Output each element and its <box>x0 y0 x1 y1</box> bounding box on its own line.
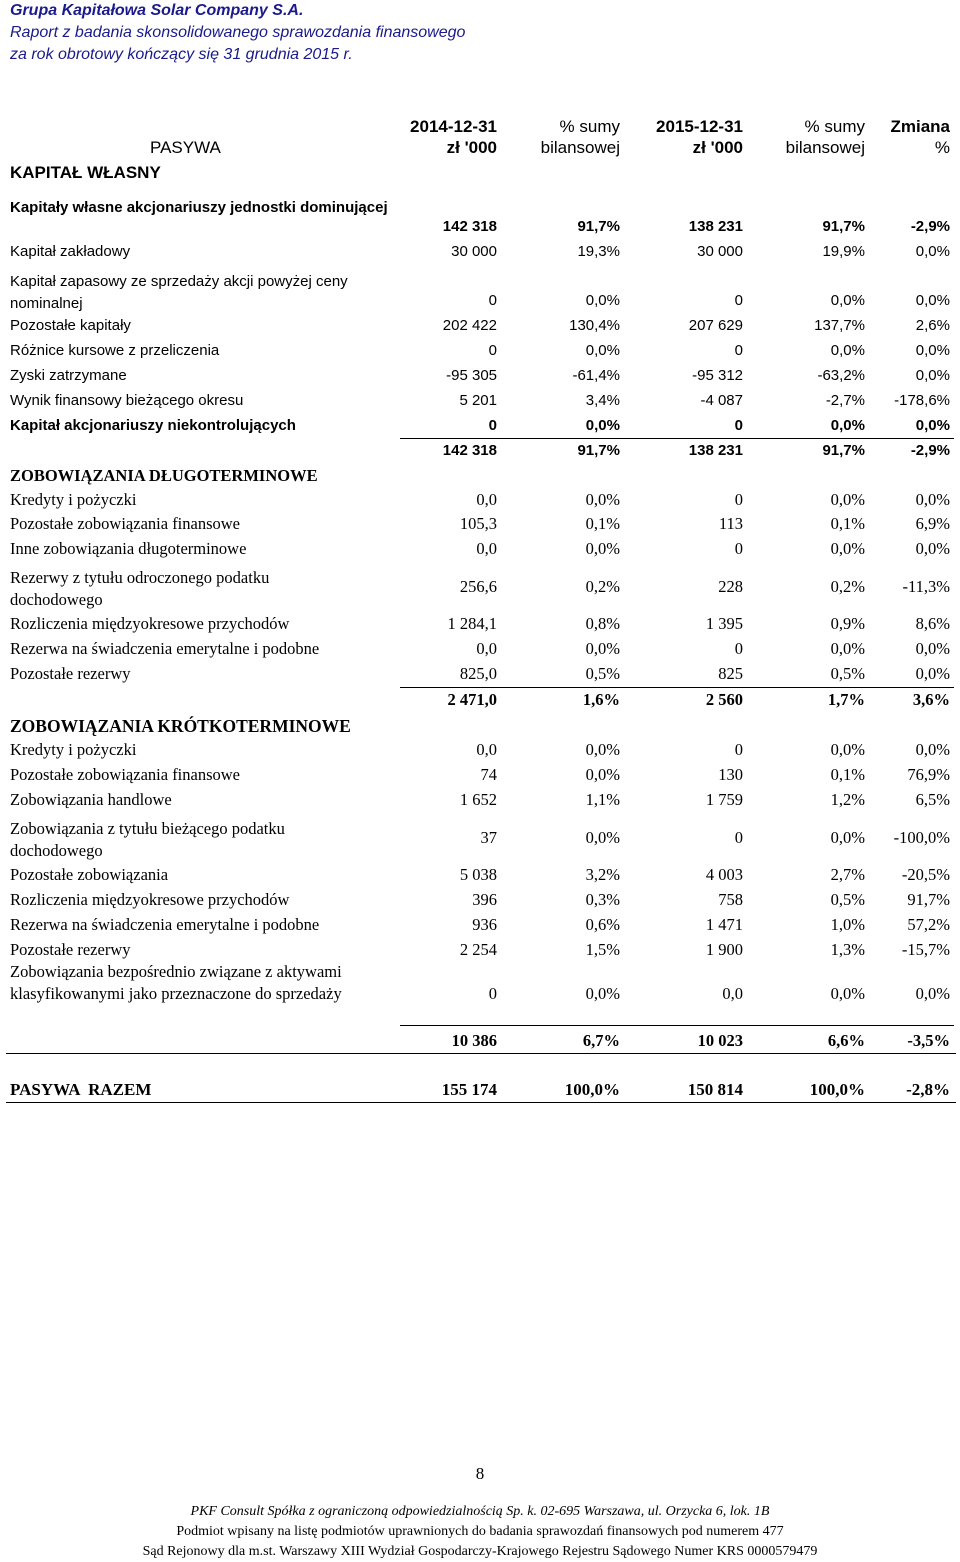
change-pct: -3,5% <box>907 1031 950 1050</box>
share-2015: 0,0% <box>830 342 865 359</box>
row-label: Rozliczenia międzyokresowe przychodów <box>10 614 290 633</box>
change-pct: 0,0% <box>915 639 950 658</box>
share-2014: 0,8% <box>585 614 620 633</box>
report-title: Raport z badania skonsolidowanego sprawozdania finansowego <box>10 24 466 41</box>
share-2015: -2,7% <box>825 392 865 409</box>
share-2015: 6,6% <box>827 1031 865 1050</box>
share-2015: 1,3% <box>830 940 865 959</box>
row-label: Kapitał zakładowy <box>10 243 131 260</box>
value-2014: 936 <box>472 915 497 934</box>
share-2014: 3,4% <box>585 392 620 409</box>
pasywa-heading: PASYWA <box>150 138 221 157</box>
value-2014: 1 652 <box>459 790 497 809</box>
row-label: Pozostałe zobowiązania finansowe <box>10 765 241 784</box>
change-pct: -15,7% <box>901 940 950 959</box>
value-2015: 1 471 <box>705 915 743 934</box>
value-2014: 74 <box>480 765 497 784</box>
share-2015: 0,9% <box>830 614 865 633</box>
value-2015: 0 <box>734 639 743 658</box>
share-2015: 0,0% <box>830 292 865 309</box>
value-2015: 1 759 <box>705 790 743 809</box>
row-label: Pozostałe rezerwy <box>10 940 131 959</box>
col4-header-line1: % sumy <box>804 117 865 136</box>
share-2015: 0,0% <box>830 984 865 1003</box>
footer-court: Sąd Rejonowy dla m.st. Warszawy XIII Wydział Gospodarczy-Krajowego Rejestru Sądowego Numer KRS 0000579479 <box>142 1544 818 1559</box>
share-2015: 0,0% <box>830 639 865 658</box>
row-label: Rezerwa na świadczenia emerytalne i podobne <box>10 639 320 658</box>
share-2015: 0,0% <box>830 490 865 509</box>
value-2015: 0 <box>734 539 743 558</box>
row-label: Różnice kursowe z przeliczenia <box>10 342 220 359</box>
col2-header-line2: bilansowej <box>540 138 620 157</box>
share-2015: 91,7% <box>822 218 865 235</box>
value-2014: 0,0 <box>476 639 497 658</box>
change-pct: -178,6% <box>894 392 950 409</box>
value-2014: 5 038 <box>459 865 497 884</box>
share-2015: 1,0% <box>830 915 865 934</box>
total-rule <box>6 1102 956 1103</box>
value-2014: 396 <box>472 890 497 909</box>
row-label: Kapitał zapasowy ze sprzedaży akcji powyżej ceny nominalnej <box>10 273 348 312</box>
value-2015: 10 023 <box>697 1031 743 1050</box>
value-2014: 202 422 <box>442 317 497 334</box>
row-label: Rezerwa na świadczenia emerytalne i podobne <box>10 915 320 934</box>
share-2015: 0,0% <box>830 740 865 759</box>
value-2014: 105,3 <box>459 514 497 533</box>
change-pct: 0,0% <box>915 984 950 1003</box>
col5-header-line2: % <box>934 138 950 157</box>
value-2015: 1 395 <box>705 614 743 633</box>
share-2015: 0,0% <box>830 417 865 434</box>
value-2014: 2 254 <box>459 940 497 959</box>
change-pct: 0,0% <box>915 367 950 384</box>
row-label: ZOBOWIĄZANIA DŁUGOTERMINOWE <box>10 466 318 485</box>
change-pct: 6,5% <box>915 790 950 809</box>
col3-header-date: 2015-12-31 <box>656 117 743 136</box>
share-2015: 0,5% <box>830 664 865 683</box>
change-pct: 6,9% <box>915 514 950 533</box>
company-name: Grupa Kapitałowa Solar Company S.A. <box>10 2 304 19</box>
change-pct: 0,0% <box>915 740 950 759</box>
share-2014: -61,4% <box>572 367 620 384</box>
col1-header-date: 2014-12-31 <box>410 117 497 136</box>
share-2015: 91,7% <box>822 442 865 459</box>
value-2014: -95 305 <box>446 367 497 384</box>
value-2014: 0,0 <box>476 490 497 509</box>
value-2015: 0 <box>734 740 743 759</box>
value-2015: 0 <box>734 342 743 359</box>
share-2015: 19,9% <box>822 243 865 260</box>
row-label: Wynik finansowy bieżącego okresu <box>10 392 244 409</box>
value-2015: 138 231 <box>688 218 743 235</box>
value-2014: 142 318 <box>442 442 497 459</box>
value-2015: 0,0 <box>722 984 743 1003</box>
share-2014: 0,3% <box>585 890 620 909</box>
row-label: Kredyty i pożyczki <box>10 740 137 759</box>
value-2014: 37 <box>480 828 497 847</box>
share-2015: 100,0% <box>809 1080 865 1099</box>
share-2015: 137,7% <box>814 317 865 334</box>
value-2014: 2 471,0 <box>447 690 497 709</box>
subtotal-rule <box>400 438 954 439</box>
share-2014: 100,0% <box>564 1080 620 1099</box>
change-pct: -2,9% <box>910 218 950 235</box>
share-2014: 0,0% <box>585 984 620 1003</box>
share-2014: 130,4% <box>569 317 620 334</box>
row-label: Zyski zatrzymane <box>10 367 127 384</box>
share-2014: 0,6% <box>585 915 620 934</box>
share-2014: 0,0% <box>585 417 620 434</box>
row-label: Pozostałe rezerwy <box>10 664 131 683</box>
share-2014: 0,0% <box>585 539 620 558</box>
value-2015: 138 231 <box>688 442 743 459</box>
change-pct: 57,2% <box>907 915 950 934</box>
value-2015: 150 814 <box>687 1080 743 1099</box>
change-pct: 2,6% <box>915 317 950 334</box>
section-rule <box>6 1053 956 1054</box>
change-pct: -11,3% <box>902 577 950 596</box>
change-pct: 76,9% <box>907 765 950 784</box>
share-2015: -63,2% <box>817 367 865 384</box>
value-2014: 0 <box>488 417 497 434</box>
value-2014: 0,0 <box>476 740 497 759</box>
share-2015: 0,0% <box>830 828 865 847</box>
footer-registry: Podmiot wpisany na listę podmiotów uprawnionych do badania sprawozdań finansowych pod numerem 477 <box>176 1524 784 1539</box>
share-2014: 91,7% <box>577 442 620 459</box>
col5-header-line1: Zmiana <box>890 117 950 136</box>
share-2014: 91,7% <box>577 218 620 235</box>
share-2015: 0,2% <box>830 577 865 596</box>
share-2015: 0,1% <box>830 514 865 533</box>
row-label: Kapitały własne akcjonariuszy jednostki dominującej <box>10 199 388 216</box>
value-2014: 155 174 <box>441 1080 497 1099</box>
row-label: ZOBOWIĄZANIA KRÓTKOTERMINOWE <box>10 716 351 736</box>
row-label: Kapitał akcjonariuszy niekontrolujących <box>10 417 296 434</box>
change-pct: 0,0% <box>915 342 950 359</box>
value-2015: 0 <box>734 292 743 309</box>
share-2014: 0,1% <box>585 514 620 533</box>
share-2014: 0,0% <box>585 292 620 309</box>
row-label: Zobowiązania handlowe <box>10 790 172 809</box>
change-pct: 0,0% <box>915 243 950 260</box>
value-2014: 5 201 <box>459 392 497 409</box>
row-label: Pozostałe kapitały <box>10 317 131 334</box>
row-label: Inne zobowiązania długoterminowe <box>10 539 247 558</box>
value-2015: 228 <box>718 577 743 596</box>
share-2015: 0,0% <box>830 539 865 558</box>
value-2015: 758 <box>718 890 743 909</box>
share-2015: 2,7% <box>830 865 865 884</box>
share-2014: 0,0% <box>585 490 620 509</box>
row-label: Zobowiązania z tytułu bieżącego podatku dochodowego <box>10 819 285 860</box>
col3-header-unit: zł '000 <box>692 138 743 157</box>
share-2014: 1,1% <box>585 790 620 809</box>
share-2014: 6,7% <box>582 1031 620 1050</box>
value-2014: 825,0 <box>459 664 497 683</box>
share-2014: 0,0% <box>585 639 620 658</box>
value-2015: -95 312 <box>692 367 743 384</box>
share-2014: 0,0% <box>585 765 620 784</box>
share-2015: 0,1% <box>830 765 865 784</box>
section-equity: KAPITAŁ WŁASNY <box>10 163 161 182</box>
value-2015: 113 <box>718 514 743 533</box>
value-2014: 0 <box>488 292 497 309</box>
value-2015: 30 000 <box>697 243 743 260</box>
value-2015: 2 560 <box>705 690 743 709</box>
table-row <box>0 198 960 240</box>
report-period: za rok obrotowy kończący się 31 grudnia 2015 r. <box>10 46 353 63</box>
share-2015: 1,7% <box>827 690 865 709</box>
value-2015: 825 <box>718 664 743 683</box>
change-pct: -2,9% <box>910 442 950 459</box>
row-label: Rezerwy z tytułu odroczonego podatku dochodowego <box>10 568 270 609</box>
change-pct: 0,0% <box>915 490 950 509</box>
change-pct: 0,0% <box>915 539 950 558</box>
change-pct: -100,0% <box>893 828 950 847</box>
share-2014: 1,5% <box>585 940 620 959</box>
value-2015: 0 <box>734 417 743 434</box>
change-pct: 0,0% <box>915 417 950 434</box>
change-pct: 8,6% <box>915 614 950 633</box>
share-2014: 0,0% <box>585 740 620 759</box>
change-pct: 0,0% <box>915 664 950 683</box>
value-2015: -4 087 <box>700 392 743 409</box>
share-2014: 3,2% <box>585 865 620 884</box>
col4-header-line2: bilansowej <box>785 138 865 157</box>
share-2014: 1,6% <box>582 690 620 709</box>
value-2015: 207 629 <box>688 317 743 334</box>
subtotal-rule <box>400 687 954 688</box>
share-2014: 19,3% <box>577 243 620 260</box>
col2-header-line1: % sumy <box>559 117 620 136</box>
value-2014: 0 <box>488 342 497 359</box>
value-2015: 130 <box>718 765 743 784</box>
change-pct: 3,6% <box>912 690 950 709</box>
share-2014: 0,2% <box>585 577 620 596</box>
share-2015: 0,5% <box>830 890 865 909</box>
subtotal-rule <box>400 1025 954 1026</box>
value-2015: 4 003 <box>705 865 743 884</box>
value-2015: 0 <box>734 490 743 509</box>
col1-header-unit: zł '000 <box>446 138 497 157</box>
value-2015: 1 900 <box>705 940 743 959</box>
row-label: Kredyty i pożyczki <box>10 490 137 509</box>
row-label: Rozliczenia międzyokresowe przychodów <box>10 890 290 909</box>
share-2014: 0,5% <box>585 664 620 683</box>
value-2014: 0,0 <box>476 539 497 558</box>
change-pct: -20,5% <box>901 865 950 884</box>
row-label: Pozostałe zobowiązania finansowe <box>10 514 241 533</box>
share-2015: 1,2% <box>830 790 865 809</box>
share-2014: 0,0% <box>585 828 620 847</box>
value-2014: 1 284,1 <box>447 614 497 633</box>
value-2014: 0 <box>488 984 497 1003</box>
value-2014: 142 318 <box>442 218 497 235</box>
footer <box>0 1502 960 1562</box>
value-2014: 10 386 <box>451 1031 497 1050</box>
change-pct: -2,8% <box>906 1080 950 1099</box>
share-2014: 0,0% <box>585 342 620 359</box>
row-label: Zobowiązania bezpośrednio związane z aktywami klasyfikowanymi jako przeznaczone do sprzedaży <box>10 962 342 1003</box>
row-label: Pozostałe zobowiązania <box>10 865 169 884</box>
change-pct: 0,0% <box>915 292 950 309</box>
value-2015: 0 <box>734 828 743 847</box>
row-label: PASYWA RAZEM <box>10 1080 152 1099</box>
footer-firm: PKF Consult Spółka z ograniczoną odpowiedzialnością Sp. k. 02-695 Warszawa, ul. Orzycka 6, lok. 1B <box>190 1504 770 1519</box>
change-pct: 91,7% <box>907 890 950 909</box>
page-number: 8 <box>475 1464 485 1483</box>
value-2014: 256,6 <box>459 577 497 596</box>
value-2014: 30 000 <box>451 243 497 260</box>
report-header <box>10 0 465 66</box>
